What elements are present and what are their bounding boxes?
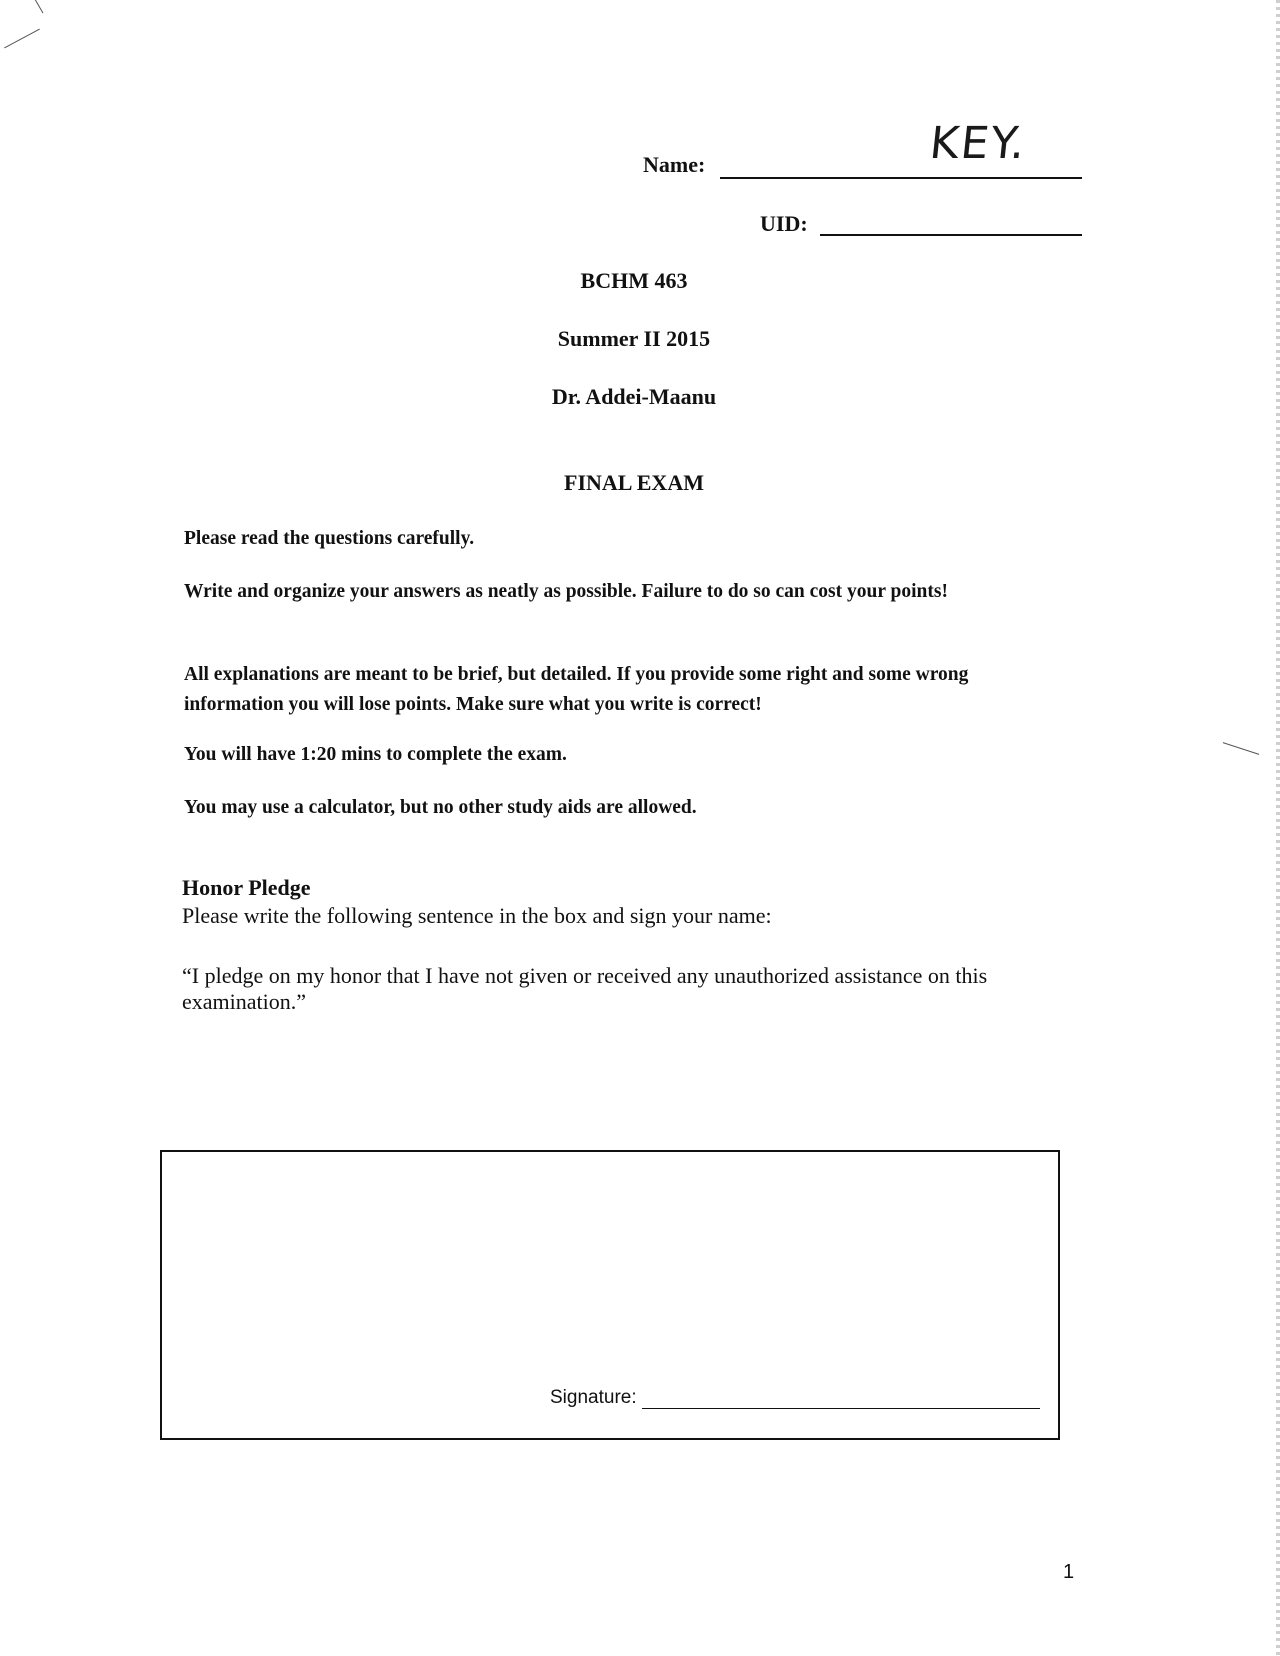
scan-corner-artifact-2 — [33, 0, 44, 13]
scan-mark-artifact — [1223, 742, 1259, 755]
scan-edge-artifact — [1276, 0, 1280, 1656]
honor-pledge-heading: Honor Pledge — [182, 875, 311, 900]
uid-label: UID: — [760, 211, 808, 236]
exam-title: FINAL EXAM — [564, 470, 704, 495]
instruction-calculator: You may use a calculator, but no other study aids are allowed. — [184, 797, 697, 818]
instruction-time-limit: You will have 1:20 mins to complete the exam. — [184, 744, 567, 765]
honor-pledge-instruction: Please write the following sentence in the box and sign your name: — [182, 903, 772, 928]
name-handwritten-value: KEY. — [927, 118, 1030, 169]
course-code: BCHM 463 — [580, 268, 688, 293]
course-term: Summer II 2015 — [557, 326, 711, 351]
instruction-read-carefully: Please read the questions carefully. — [184, 528, 475, 549]
course-instructor: Dr. Addei-Maanu — [551, 384, 717, 409]
name-line[interactable] — [720, 177, 1082, 179]
honor-pledge-quote: “I pledge on my honor that I have not given or received any unauthorized assistance on this examination.” — [182, 963, 988, 1014]
uid-line[interactable] — [820, 234, 1082, 236]
instruction-neatness: Write and organize your answers as neatly as possible. Failure to do so can cost your points! — [184, 581, 948, 602]
page-number: 1 — [1063, 1561, 1075, 1583]
instruction-explanations: All explanations are meant to be brief, but detailed. If you provide some right and some wrong information you will lose points. Make sure what you write is correct! — [184, 664, 969, 715]
name-label: Name: — [643, 152, 706, 177]
scan-corner-artifact — [4, 29, 40, 49]
signature-line[interactable] — [642, 1408, 1040, 1409]
signature-label: Signature: — [550, 1387, 637, 1408]
